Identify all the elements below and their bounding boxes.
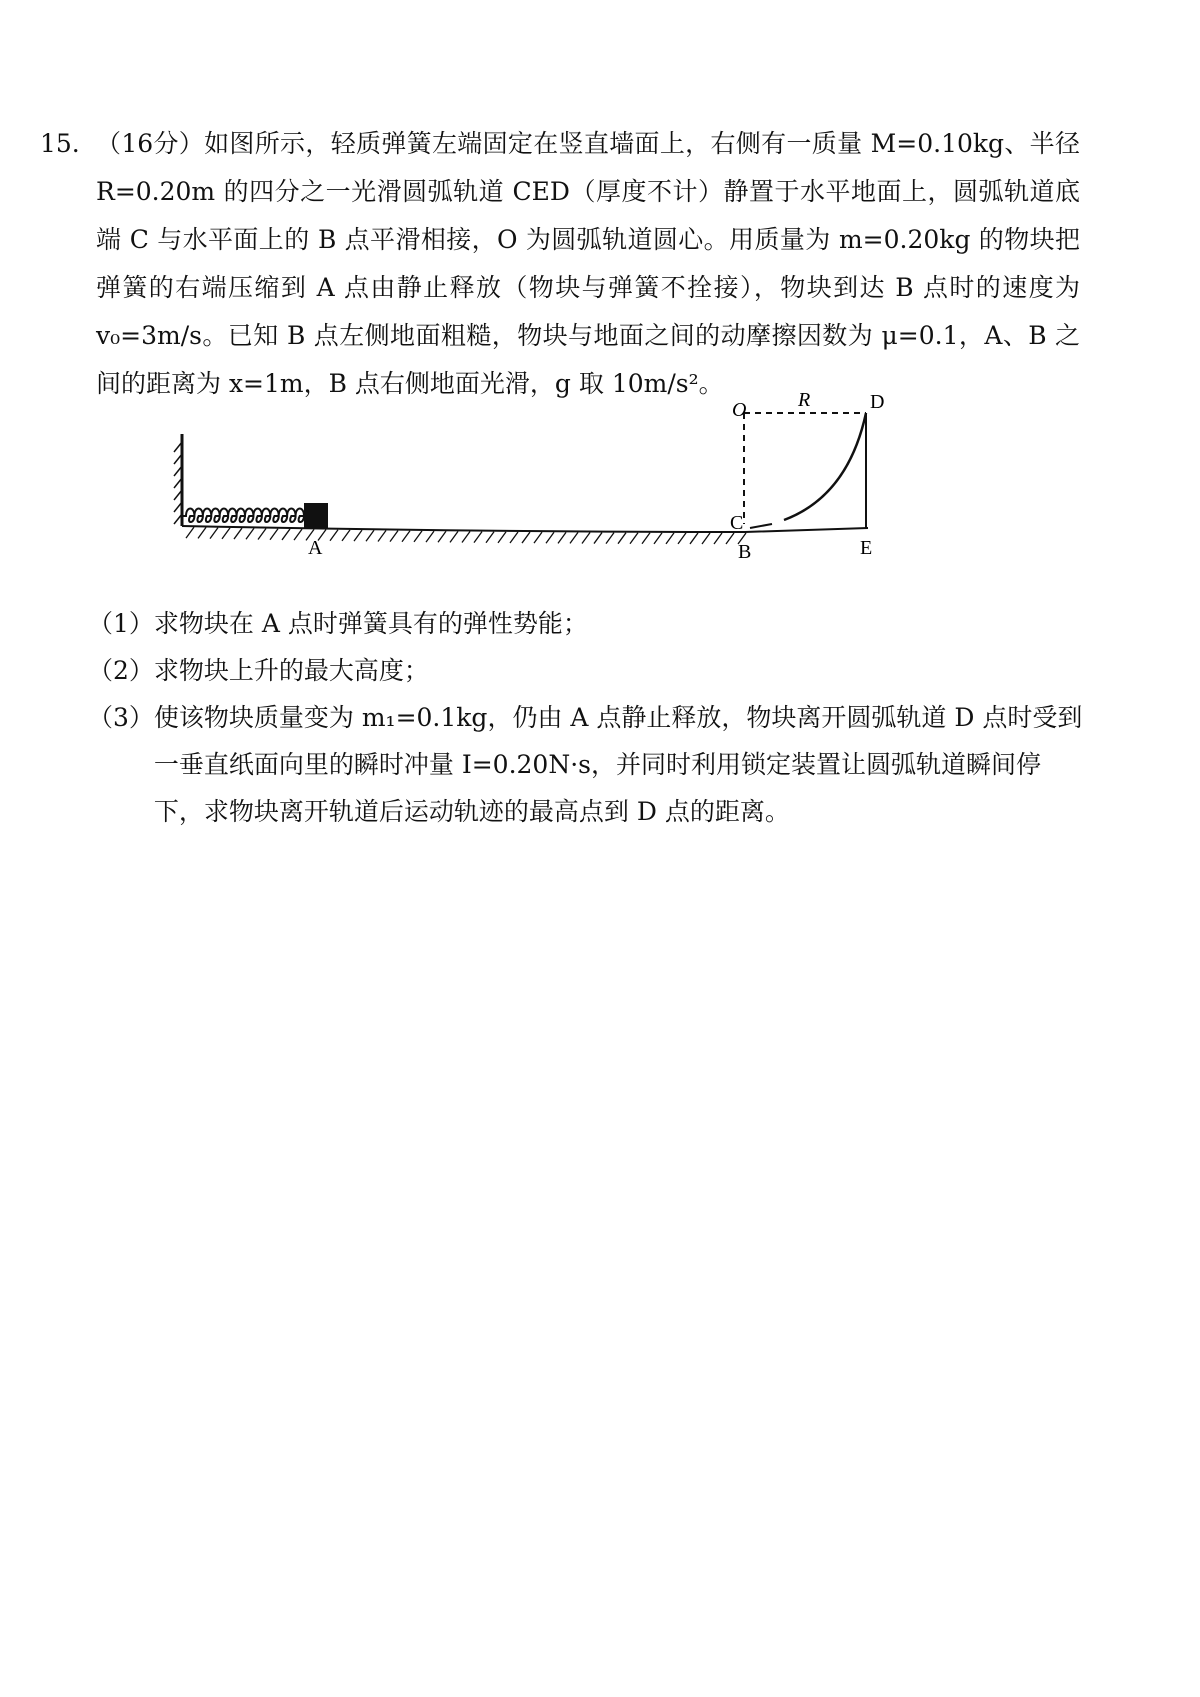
block	[304, 503, 328, 529]
subquestion-1	[88, 600, 1088, 647]
spring	[183, 509, 304, 523]
subquestion-label: （2）	[88, 656, 154, 685]
subquestion-text: 求物块上升的最大高度；	[153, 656, 429, 685]
subquestions	[88, 600, 1088, 835]
figure-svg	[150, 384, 950, 584]
subquestion-label: （3）	[88, 703, 154, 732]
label-b: B	[738, 541, 752, 563]
question-number: 15.	[40, 129, 80, 158]
problem-15	[40, 120, 1080, 408]
problem-stem	[40, 120, 1080, 408]
subquestion-text: 求物块在 A 点时弹簧具有的弹性势能；	[153, 609, 588, 638]
arc-track	[784, 413, 866, 520]
ground-line	[182, 526, 868, 532]
label-e: E	[860, 537, 873, 559]
arc-track-lower	[750, 524, 772, 528]
subquestion-text: 使该物块质量变为 m₁=0.1kg，仍由 A 点静止释放，物块离开圆弧轨道 D 点时受到一垂直纸面向里的瞬时冲量 I=0.20N·s，并同时利用锁定装置让圆弧轨道瞬间停下，求物块离开轨道后运动轨迹的最高点到 D 点的距离。	[153, 703, 1083, 826]
label-d: D	[870, 391, 885, 413]
label-r: R	[798, 389, 811, 411]
stem-text: （16分）如图所示，轻质弹簧左端固定在竖直墙面上，右侧有一质量 M=0.10kg、半径 R=0.20m 的四分之一光滑圆弧轨道 CED（厚度不计）静置于水平地面上，圆弧轨道底端 C 与水平面上的 B 点平滑相接，O 为圆弧轨道圆心。用质量为 m=0.20kg 的物块把弹簧的右端压缩到 A 点由静止释放（物块与弹簧不拴接），物块到达 B 点时的速度为 v₀=3m/s。已知 B 点左侧地面粗糙，物块与地面之间的动摩擦因数为 μ=0.1，A、B 之间的距离为 x=1m，B 点右侧地面光滑，g 取 10m/s²。	[96, 129, 1080, 398]
subquestion-2	[88, 647, 1088, 694]
subquestion-label: （1）	[88, 609, 154, 638]
label-c: C	[730, 512, 744, 534]
label-o: O	[732, 399, 747, 421]
label-a: A	[308, 537, 323, 559]
subquestion-3	[88, 694, 1088, 835]
spring-arc-figure	[150, 384, 950, 584]
